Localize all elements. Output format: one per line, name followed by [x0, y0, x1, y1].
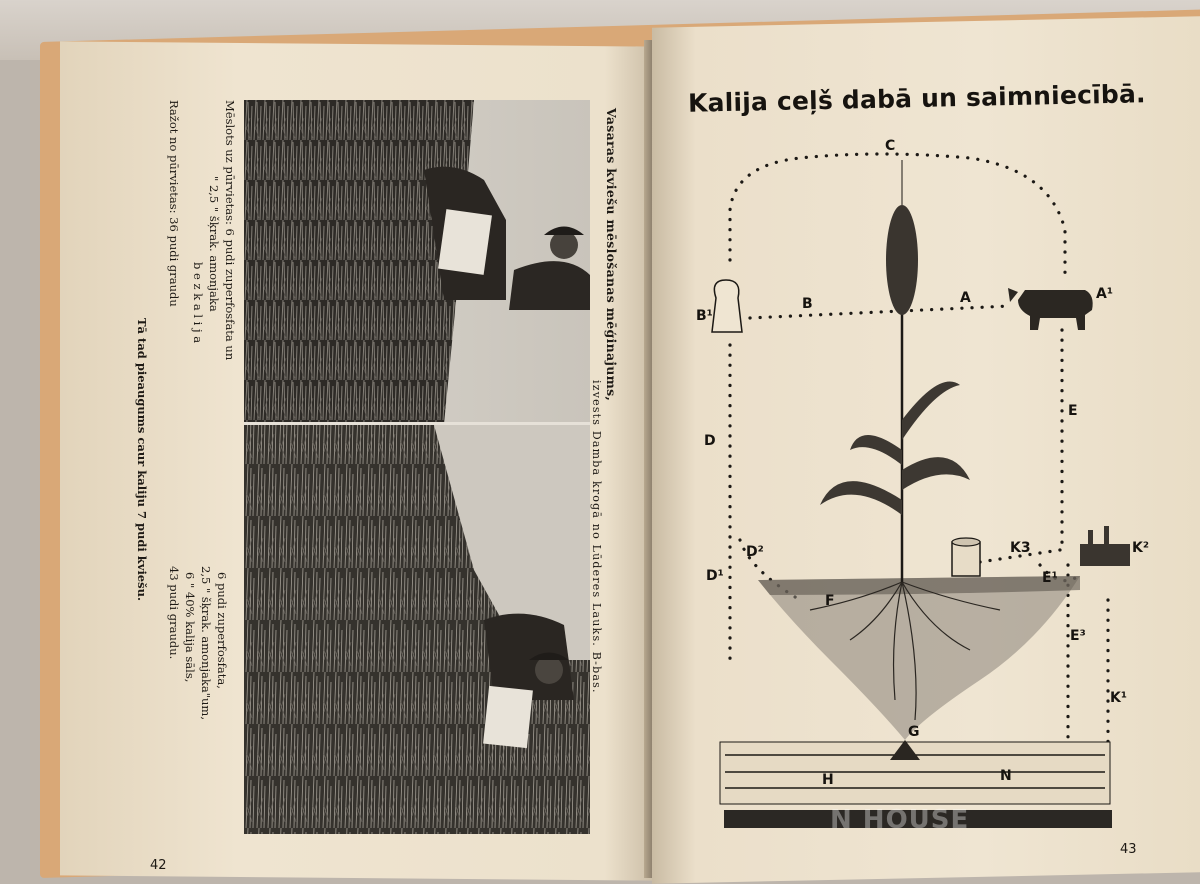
potash-plot-line-3: 6 " 40% kalija sāls,	[182, 572, 197, 683]
left-page-number: 42	[150, 858, 167, 873]
photo-caption-title: Vasaras kviešu mēslošanas mēģinajums,	[604, 108, 619, 402]
factory-icon	[1080, 526, 1130, 566]
potash-plot-line-2: 2,5 " šķrak. amonjaka"um,	[198, 566, 213, 720]
potash-plot-line-1: 6 pudi zuperfosfata,	[214, 572, 229, 689]
soil-mound	[758, 576, 1080, 740]
right-page-number: 43	[1120, 842, 1137, 857]
label-h: H	[822, 772, 834, 788]
label-c: C	[885, 138, 896, 154]
wheat-photo-graphic	[244, 100, 590, 834]
label-d1: D¹	[706, 568, 724, 584]
control-plot-line-1: Mēslots uz pūrvietas: 6 pudi zuperfosfata un	[222, 100, 237, 361]
potash-plot-yield: 43 pudi graudu.	[166, 566, 181, 660]
path-a-b	[750, 306, 1010, 318]
label-a1: A¹	[1096, 286, 1113, 302]
cow-icon	[1008, 288, 1093, 330]
groundwater-layer	[720, 740, 1110, 804]
wheat-plant	[820, 160, 970, 582]
label-k3: K3	[1010, 540, 1031, 556]
label-e1: E¹	[1042, 570, 1058, 586]
control-plot-yield: Ražot no pūrvietas: 36 pudi graudu	[166, 100, 181, 307]
label-b1: B¹	[696, 308, 713, 324]
wheat-field-photo	[244, 100, 590, 834]
label-e: E	[1068, 403, 1078, 419]
label-b: B	[802, 296, 813, 312]
label-e3: E³	[1070, 628, 1086, 644]
label-d2: D²	[746, 544, 764, 560]
label-f: F	[825, 593, 835, 609]
label-a: A	[960, 290, 971, 306]
label-d: D	[704, 433, 716, 449]
label-k2: K²	[1132, 540, 1149, 556]
page-title: Kalija ceļš dabā un saimniecībā.	[687, 79, 1146, 118]
label-g: G	[908, 724, 920, 740]
label-n: N	[1000, 768, 1012, 784]
watermark: N HOUSE	[830, 805, 970, 835]
fertilizer-sack-icon	[712, 280, 742, 332]
control-plot-line-3: b e z k a l i j a	[190, 262, 205, 344]
control-plot-line-2: " 2,5 " šķrak. amonjaka	[206, 176, 221, 312]
label-k1: K¹	[1110, 690, 1127, 706]
yield-conclusion: Tā tad pieaugums caur kaliju 7 pudi kviešu.	[134, 318, 149, 601]
photo-caption-location: izvests Damba krogā no Lūderes Lauks. B-bas.	[590, 380, 603, 694]
potassium-cycle-diagram	[680, 120, 1180, 840]
potash-barrel-icon	[952, 538, 980, 576]
